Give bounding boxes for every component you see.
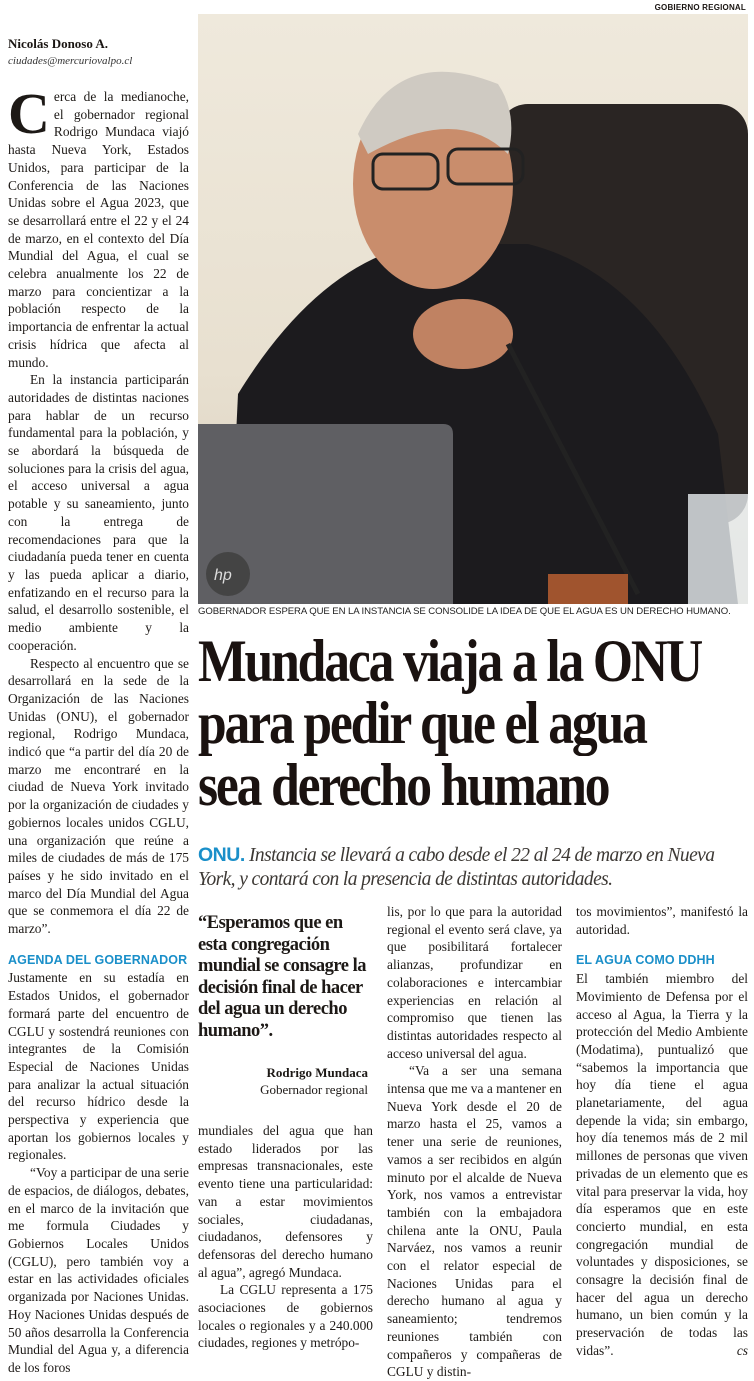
subhead-agenda: AGENDA DEL GOBERNADOR [8, 952, 188, 967]
deck-text: Instancia se llevará a cabo desde el 22 al 24 de marzo en Nueva York, y contará con la presencia de distintas autoridades. [198, 845, 715, 890]
paragraph: “Voy a participar de una serie de espacios, de diálogos, debates, en el marco de la invitación que me formula Ciudades y Gobiernos Locales Unidos (CGLU), pero también voy a estar en las actividades oficiales organizada por Naciones Unidas. Hoy Naciones Unidas después de 50 años desarrolla la Conferencia Mundial del Agua y, a diferencia de los foros [8, 1165, 189, 1375]
deck [198, 843, 754, 892]
photo-governor [198, 14, 748, 604]
photo-illustration [198, 14, 748, 604]
paragraph: lis, por lo que para la autoridad regional el evento será clave, ya que posibilitará fortalecer alianzas, profundizar en colaboraciones e intercambiar experiencias en relación al compromiso que tienen las distintas autoridades respecto al acceso universal del agua. [387, 904, 562, 1061]
section-label: GOBIERNO REGIONAL [654, 3, 746, 12]
article-column-1 [8, 81, 189, 1377]
hp-logo: hp [214, 567, 232, 584]
deck-label: ONU. [198, 844, 245, 866]
author-name: Nicolás Donoso A. [8, 36, 109, 51]
drop-cap: C [8, 81, 50, 146]
quote-role: Gobernador regional [260, 1082, 368, 1097]
paragraph: tos movimientos”, manifestó la autoridad. [576, 904, 748, 937]
article-column-3 [387, 903, 562, 1381]
end-mark-icon: cs [736, 1342, 748, 1358]
paragraph: Respecto al encuentro que se desarrollará en la sede de la Organización de las Naciones Unidas (ONU), el gobernador regional, Rodrigo Mundaca, indicó que “a partir del día 20 de marzo me encontraré en la ciudad de Nueva York invitado por la organización de ciudades y gobiernos locales unidos CGLU, una organización que reúne a miles de ciudades de más de 175 países y he sido invitado en el marco del Día Mundial del Agua que se conmemora el día 22 de marzo”. [8, 655, 189, 937]
pull-quote: “Esperamos que en esta congregación mundial se consagre la decisión final de hacer del agua un derecho humano”. [198, 913, 367, 1041]
article-column-2 [198, 913, 373, 1352]
headline-line: Mundaca viaja a la ONU [198, 628, 702, 694]
headline-line: para pedir que el agua [198, 690, 646, 756]
pull-quote-attribution [198, 1064, 368, 1098]
headline [198, 630, 754, 816]
headline-line: sea derecho humano [198, 752, 609, 818]
paragraph: El también miembro del Movimiento de Defensa por el acceso al Agua, la Tierra y la protección del Medio Ambiente (Modatima), puntualizó que “sabemos la importancia que hoy día tiene el agua planetariamente, del agua depende la vida; sin embargo, hoy día tenemos más de 2 mil millones de personas que viven privadas de un elemento que es vital para preservar la vida, hoy día esperamos que en este concierto mundial, en esta congregación mundial de voluntades y disposiciones, se consagre la decisión final de hacer del agua un derecho humano, un bien común y la preservación de todas las vidas”. [576, 971, 748, 1358]
byline [8, 36, 193, 67]
paragraph: Justamente en su estadía en Estados Unidos, el gobernador formará parte del encuentro de CGLU y sostendrá reuniones con integrantes de la Comisión Especial de Naciones Unidas para analizar la actual situación del recurso hídrico desde la perspectiva y experiencia que aportan los gobiernos locales y regionales. [8, 970, 189, 1163]
subhead-ddhh: EL AGUA COMO DDHH [576, 953, 715, 968]
quote-name: Rodrigo Mundaca [266, 1065, 368, 1080]
photo-caption: GOBERNADOR ESPERA QUE EN LA INSTANCIA SE CONSOLIDE LA IDEA DE QUE EL AGUA ES UN DERECHO HUMANO. [198, 606, 731, 617]
paragraph: En la instancia participarán autoridades de distintas naciones para hablar de un recurso fundamental para la población, y se abordará la búsqueda de soluciones para la crisis del agua, el acceso universal a agua potable y su saneamiento, junto con la entrega de recomendaciones para que la ciudadanía pueda tener en cuenta y las pueda aplicar a diario, enfatizando en el recurso para la salud, el desarrollo sostenible, el medio ambiente y la cooperación. [8, 372, 189, 653]
article-column-4 [576, 903, 748, 1360]
paragraph: “Va a ser una semana intensa que me va a mantener en Nueva York desde el 20 de marzo hasta el 25, vamos a tener una serie de reuniones, vamos a ser recibidos en algún minuto por el alcalde de Nueva York, nos vamos a entrevistar también con la embajadora chilena ante la ONU, Paula Narváez, nos vamos a reunir con el relator especial de Naciones Unidas para el derecho humano al agua y saneamiento; tendremos reuniones también con compañeros y compañeras de CGLU y distin- [387, 1063, 562, 1380]
paragraph: mundiales del agua que han estado liderados por las empresas transnacionales, este evento tiene una particularidad: van a estar movimientos sociales, ciudadanas, ciudadanos, defensores y defensoras del derecho humano al agua”, agregó Mundaca. [198, 1123, 373, 1280]
paragraph: La CGLU representa a 175 asociaciones de gobiernos locales o regionales y a 240.000 ciudades, regiones y metrópo- [198, 1282, 373, 1351]
author-email[interactable]: ciudades@mercuriovalpo.cl [8, 55, 133, 67]
paragraph: erca de la medianoche, el gobernador regional Rodrigo Mundaca viajó hasta Nueva York, Estados Unidos, para participar de la Conferencia de las Naciones Unidas sobre el Agua 2023, que se desarrollará entre el 22 y el 24 de marzo, en el contexto del Día Mundial del Agua, el cual se celebra anualmente los 22 de marzo para concientizar a la población respecto de la importancia de enfrentar la actual crisis hídrica que afecta al mundo. [8, 89, 189, 370]
